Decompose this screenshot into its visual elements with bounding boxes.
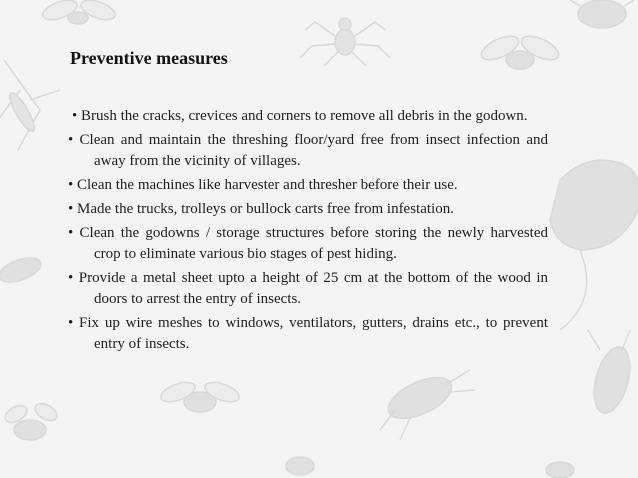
fly-icon [40,0,117,24]
bullet-item-wire-meshes: • Fix up wire meshes to windows, ventilators, gutters, drains etc., to prevent entry of insects. [68,315,548,352]
bullet-item-debris: • Brush the cracks, crevices and corners to remove all debris in the godown. [72,108,528,124]
slide-title: Preventive measures [70,48,228,68]
bullet-item-godowns: • Clean the godowns / storage structures before storing the newly harvested crop to eliminate various bio stages of pest hiding. [68,225,548,262]
beetle-icon [286,457,574,478]
cockroach-icon [380,369,475,440]
mosquito-icon [0,60,60,150]
bullet-item-machines: • Clean the machines like harvester and thresher before their use. [68,177,458,193]
rat-icon [550,160,638,330]
bullet-item-metal-sheet: • Provide a metal sheet upto a height of 25 cm at the bottom of the wood in doors to arrest the entry of insects. [68,270,548,307]
spider-icon [300,18,390,66]
beetle-icon [570,0,634,28]
fly-icon [478,31,562,69]
bullet-list [68,106,548,358]
beetle-icon [0,253,44,287]
fly-icon [158,378,241,412]
bullet-item-trucks: • Made the trucks, trolleys or bullock carts free from infestation. [68,201,454,217]
bee-icon [2,400,60,440]
bullet-item-threshing-floor: • Clean and maintain the threshing floor/yard free from insect infection and away from the vicinity of villages. [68,132,548,169]
cockroach-icon [588,330,637,417]
